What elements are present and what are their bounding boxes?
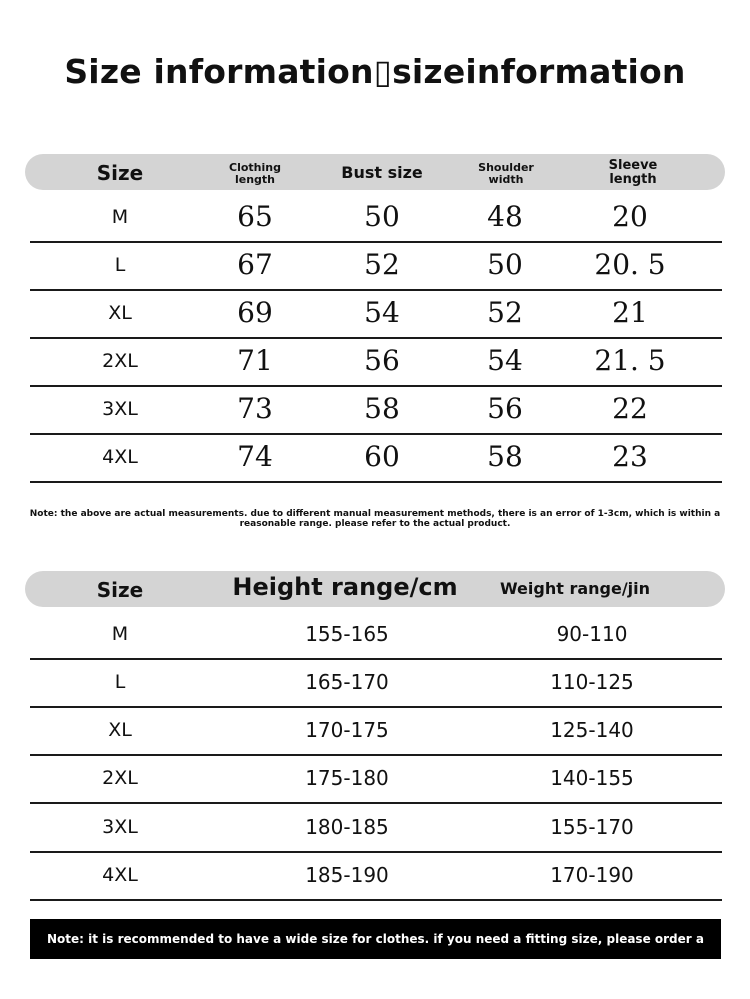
size-cell: 3XL: [102, 398, 138, 420]
table-row: [30, 385, 722, 435]
shoulder-cell: 50: [487, 248, 523, 281]
table-row: [30, 754, 722, 804]
size-cell: 2XL: [102, 767, 138, 789]
height-cell: 170-175: [305, 718, 389, 742]
header-height-range: Height range/cm: [232, 573, 458, 601]
size-cell: 4XL: [102, 864, 138, 886]
length-cell: 73: [237, 392, 273, 425]
size-cell: 3XL: [102, 816, 138, 838]
length-cell: 69: [237, 296, 273, 329]
bust-cell: 54: [364, 296, 400, 329]
height-cell: 165-170: [305, 670, 389, 694]
sleeve-cell: 21. 5: [594, 344, 666, 377]
length-cell: 67: [237, 248, 273, 281]
height-cell: 175-180: [305, 766, 389, 790]
header-weight-range: Weight range/jin: [499, 579, 651, 598]
table-row: [30, 851, 722, 901]
weight-cell: 90-110: [556, 622, 628, 646]
shoulder-cell: 54: [487, 344, 523, 377]
table2-header: [25, 571, 725, 607]
size-cell: L: [114, 671, 126, 693]
table-row: [30, 706, 722, 756]
weight-cell: 155-170: [550, 815, 634, 839]
size-cell: XL: [108, 302, 132, 324]
bust-cell: 52: [364, 248, 400, 281]
header-clothing-length: Clothing length: [229, 161, 281, 186]
size-cell: XL: [108, 719, 132, 741]
sleeve-cell: 21: [612, 296, 648, 329]
header-bust-size: Bust size: [341, 163, 423, 182]
weight-cell: 170-190: [550, 863, 634, 887]
header-size: Size: [96, 161, 144, 185]
bust-cell: 60: [364, 440, 400, 473]
size-cell: L: [114, 254, 126, 276]
table-row: [30, 289, 722, 339]
weight-cell: 110-125: [550, 670, 634, 694]
header-size: Size: [96, 578, 144, 602]
header-sleeve-length: Sleeve length: [608, 158, 658, 187]
table-row: [30, 193, 722, 243]
sleeve-cell: 22: [612, 392, 648, 425]
length-cell: 74: [237, 440, 273, 473]
sleeve-cell: 20: [612, 200, 648, 233]
weight-cell: 140-155: [550, 766, 634, 790]
height-cell: 180-185: [305, 815, 389, 839]
shoulder-cell: 52: [487, 296, 523, 329]
table-row: [30, 658, 722, 708]
table-row: [30, 433, 722, 483]
measurement-note: Note: the above are actual measurements. due to different manual measurement methods, there is an error of 1-3cm, which is within a reasonable range. please refer to the actual product.: [29, 509, 721, 529]
size-cell: 4XL: [102, 446, 138, 468]
height-cell: 185-190: [305, 863, 389, 887]
table-row: [30, 241, 722, 291]
header-shoulder-width: Shoulder width: [478, 161, 534, 186]
size-cell: M: [111, 206, 129, 228]
table-row: [30, 337, 722, 387]
shoulder-cell: 58: [487, 440, 523, 473]
bust-cell: 50: [364, 200, 400, 233]
table-row: [30, 803, 722, 853]
bust-cell: 56: [364, 344, 400, 377]
shoulder-cell: 48: [487, 200, 523, 233]
length-cell: 71: [237, 344, 273, 377]
table1-header: [25, 154, 725, 190]
bust-cell: 58: [364, 392, 400, 425]
size-cell: M: [111, 623, 129, 645]
table-row: [30, 610, 722, 660]
size-cell: 2XL: [102, 350, 138, 372]
weight-cell: 125-140: [550, 718, 634, 742]
footer-note: Note: it is recommended to have a wide size for clothes. if you need a fitting size, please order a smaller size.: [30, 919, 721, 959]
page-title: Size information▯sizeinformation: [64, 52, 686, 91]
shoulder-cell: 56: [487, 392, 523, 425]
height-cell: 155-165: [305, 622, 389, 646]
sleeve-cell: 23: [612, 440, 648, 473]
length-cell: 65: [237, 200, 273, 233]
sleeve-cell: 20. 5: [594, 248, 666, 281]
